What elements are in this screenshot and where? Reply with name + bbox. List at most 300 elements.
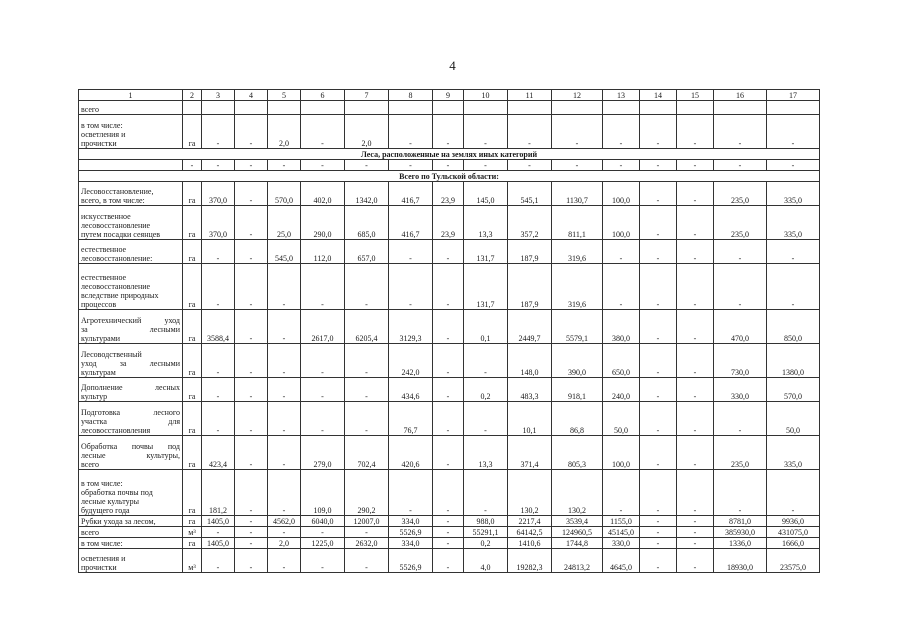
value-cell: 402,0 [301, 182, 345, 206]
value-cell: 124960,5 [552, 527, 603, 538]
value-cell: 131,7 [464, 264, 508, 310]
unit-cell: га [183, 115, 202, 149]
value-cell: - [640, 470, 677, 516]
value-cell: 13,3 [464, 206, 508, 240]
value-cell: - [433, 160, 464, 171]
section-title: Леса, расположенные на землях иных категорий [79, 149, 820, 160]
value-cell: - [433, 549, 464, 573]
table-row [79, 436, 820, 470]
value-cell: 385930,0 [714, 527, 767, 538]
value-cell: 335,0 [767, 436, 820, 470]
value-cell: - [433, 402, 464, 436]
value-cell: - [202, 160, 235, 171]
value-cell: 290,0 [301, 206, 345, 240]
column-number: 13 [603, 90, 640, 101]
value-cell: - [508, 115, 552, 149]
value-cell: - [433, 436, 464, 470]
value-cell: - [235, 264, 268, 310]
value-cell [389, 101, 433, 115]
value-cell: 100,0 [603, 182, 640, 206]
value-cell: - [433, 538, 464, 549]
value-cell: - [433, 264, 464, 310]
value-cell: 86,8 [552, 402, 603, 436]
value-cell: - [603, 160, 640, 171]
value-cell: - [268, 402, 301, 436]
value-cell: - [202, 402, 235, 436]
value-cell [268, 101, 301, 115]
row-label-line: всего [81, 460, 100, 469]
value-cell [433, 101, 464, 115]
row-label-line: лесные культуры, [81, 451, 180, 460]
value-cell: 805,3 [552, 436, 603, 470]
row-label-line: участка для [81, 417, 180, 426]
value-cell: - [202, 527, 235, 538]
value-cell: - [677, 470, 714, 516]
value-cell: - [767, 264, 820, 310]
value-cell: - [677, 160, 714, 171]
value-cell: 4645,0 [603, 549, 640, 573]
value-cell: 1130,7 [552, 182, 603, 206]
unit-cell: га [183, 206, 202, 240]
row-label [79, 240, 183, 264]
value-cell: 319,6 [552, 240, 603, 264]
value-cell: 0,1 [464, 310, 508, 344]
value-cell: 420,6 [389, 436, 433, 470]
value-cell: - [508, 160, 552, 171]
value-cell [767, 101, 820, 115]
row-label-line: в том числе: [81, 479, 123, 488]
value-cell: 12007,0 [345, 516, 389, 527]
row-label [79, 101, 183, 115]
value-cell: 657,0 [345, 240, 389, 264]
value-cell: 319,6 [552, 264, 603, 310]
value-cell: 335,0 [767, 206, 820, 240]
value-cell: 988,0 [464, 516, 508, 527]
value-cell: - [389, 240, 433, 264]
value-cell: 370,0 [202, 182, 235, 206]
value-cell: - [202, 115, 235, 149]
value-cell: 416,7 [389, 182, 433, 206]
value-cell: 434,6 [389, 378, 433, 402]
value-cell: 416,7 [389, 206, 433, 240]
value-cell: 570,0 [767, 378, 820, 402]
value-cell: - [202, 240, 235, 264]
value-cell: 23,9 [433, 206, 464, 240]
value-cell: 470,0 [714, 310, 767, 344]
row-label [79, 182, 183, 206]
table-row [79, 516, 820, 527]
row-label-line: будущего года [81, 506, 130, 515]
value-cell: - [677, 344, 714, 378]
value-cell: - [389, 264, 433, 310]
column-number: 14 [640, 90, 677, 101]
row-label-line: естественное [81, 245, 127, 254]
value-cell: - [268, 160, 301, 171]
value-cell: 235,0 [714, 206, 767, 240]
value-cell: 6205,4 [345, 310, 389, 344]
row-label-line: Лесовосстановление, [81, 187, 154, 196]
value-cell: - [603, 470, 640, 516]
row-label-line: Лесоводственный [81, 350, 142, 359]
row-label-line: культур [81, 392, 108, 401]
value-cell: - [714, 264, 767, 310]
row-label [79, 115, 183, 149]
row-label-line: осветления и [81, 130, 126, 139]
value-cell: - [268, 527, 301, 538]
unit-cell: га [183, 182, 202, 206]
value-cell: - [235, 527, 268, 538]
value-cell: - [767, 160, 820, 171]
row-label-line: обработка почвы под [81, 488, 153, 497]
value-cell: - [677, 182, 714, 206]
value-cell: - [640, 549, 677, 573]
value-cell [235, 101, 268, 115]
value-cell: - [301, 402, 345, 436]
value-cell: - [235, 115, 268, 149]
value-cell: - [677, 436, 714, 470]
value-cell: 130,2 [508, 470, 552, 516]
value-cell: - [345, 344, 389, 378]
value-cell: 19282,3 [508, 549, 552, 573]
value-cell: - [268, 264, 301, 310]
value-cell: 6040,0 [301, 516, 345, 527]
value-cell: - [301, 378, 345, 402]
value-cell: - [640, 516, 677, 527]
row-label [79, 206, 183, 240]
row-label-line: культурами [81, 334, 121, 343]
column-number: 10 [464, 90, 508, 101]
value-cell: - [268, 470, 301, 516]
row-label-line: в том числе: [81, 121, 123, 130]
value-cell: - [235, 402, 268, 436]
unit-cell: га [183, 310, 202, 344]
value-cell: - [677, 115, 714, 149]
value-cell [301, 101, 345, 115]
row-label [79, 160, 183, 171]
value-cell: - [433, 240, 464, 264]
value-cell: 570,0 [268, 182, 301, 206]
value-cell: 811,1 [552, 206, 603, 240]
value-cell: 431075,0 [767, 527, 820, 538]
value-cell: - [677, 538, 714, 549]
row-label-line: лесовосстановление [81, 282, 151, 291]
value-cell [677, 101, 714, 115]
value-cell: - [433, 516, 464, 527]
value-cell: - [301, 549, 345, 573]
value-cell: - [603, 115, 640, 149]
value-cell: 55291,1 [464, 527, 508, 538]
unit-cell: м³ [183, 549, 202, 573]
row-label [79, 378, 183, 402]
value-cell: - [714, 240, 767, 264]
value-cell: 2,0 [268, 115, 301, 149]
value-cell: 702,4 [345, 436, 389, 470]
value-cell: - [345, 378, 389, 402]
value-cell: - [677, 240, 714, 264]
value-cell: 5526,9 [389, 549, 433, 573]
value-cell: - [677, 549, 714, 573]
value-cell: 13,3 [464, 436, 508, 470]
row-label [79, 264, 183, 310]
row-label-line: всего, в том числе: [81, 196, 145, 205]
value-cell: - [202, 264, 235, 310]
table-row [79, 527, 820, 538]
value-cell: 1380,0 [767, 344, 820, 378]
value-cell: 730,0 [714, 344, 767, 378]
row-label-line: естественное [81, 273, 127, 282]
value-cell: 100,0 [603, 436, 640, 470]
table-row [79, 402, 820, 436]
value-cell: 240,0 [603, 378, 640, 402]
value-cell: 100,0 [603, 206, 640, 240]
value-cell: - [640, 160, 677, 171]
unit-cell: га [183, 264, 202, 310]
value-cell: 334,0 [389, 538, 433, 549]
column-number: 12 [552, 90, 603, 101]
value-cell: - [433, 378, 464, 402]
row-label-line: вследствие природных [81, 291, 159, 300]
table-row [79, 182, 820, 206]
value-cell: - [202, 549, 235, 573]
value-cell: 335,0 [767, 182, 820, 206]
value-cell: - [603, 240, 640, 264]
unit-cell: м³ [183, 527, 202, 538]
row-label-line: осветления и [81, 554, 126, 563]
table-row [79, 206, 820, 240]
row-label [79, 527, 183, 538]
column-number: 16 [714, 90, 767, 101]
value-cell: - [235, 160, 268, 171]
value-cell: - [714, 402, 767, 436]
value-cell: - [640, 436, 677, 470]
value-cell: - [268, 436, 301, 470]
value-cell: 357,2 [508, 206, 552, 240]
value-cell: - [677, 206, 714, 240]
row-label [79, 470, 183, 516]
value-cell: - [345, 402, 389, 436]
value-cell: 187,9 [508, 240, 552, 264]
value-cell: 3129,3 [389, 310, 433, 344]
value-cell: 2,0 [345, 115, 389, 149]
value-cell: - [552, 115, 603, 149]
table-row [79, 101, 820, 115]
value-cell: 235,0 [714, 436, 767, 470]
row-label-line: Дополнение лесных [81, 383, 180, 392]
column-number: 8 [389, 90, 433, 101]
value-cell: - [345, 527, 389, 538]
row-label-line: культурам [81, 368, 116, 377]
row-label [79, 436, 183, 470]
value-cell: - [235, 538, 268, 549]
column-number: 11 [508, 90, 552, 101]
value-cell: 25,0 [268, 206, 301, 240]
table-row [79, 264, 820, 310]
value-cell: - [301, 160, 345, 171]
value-cell: 380,0 [603, 310, 640, 344]
value-cell: 1410,6 [508, 538, 552, 549]
value-cell: - [235, 206, 268, 240]
value-cell: - [235, 310, 268, 344]
value-cell: 1155,0 [603, 516, 640, 527]
value-cell [603, 101, 640, 115]
value-cell: 483,3 [508, 378, 552, 402]
value-cell: - [640, 240, 677, 264]
value-cell: - [640, 182, 677, 206]
value-cell: 2449,7 [508, 310, 552, 344]
column-number: 9 [433, 90, 464, 101]
value-cell: - [345, 549, 389, 573]
value-cell: - [464, 470, 508, 516]
value-cell: 18930,0 [714, 549, 767, 573]
unit-cell: - [183, 160, 202, 171]
value-cell: - [767, 115, 820, 149]
value-cell: - [433, 115, 464, 149]
row-label-line: в том числе: [81, 539, 123, 548]
unit-cell: га [183, 402, 202, 436]
value-cell: - [640, 402, 677, 436]
value-cell: - [268, 310, 301, 344]
row-label [79, 402, 183, 436]
value-cell: 370,0 [202, 206, 235, 240]
value-cell: - [464, 115, 508, 149]
row-label-line: Агротехнический уход [81, 316, 180, 325]
value-cell: - [677, 310, 714, 344]
value-cell: 130,2 [552, 470, 603, 516]
value-cell: 187,9 [508, 264, 552, 310]
value-cell: 2,0 [268, 538, 301, 549]
value-cell [464, 101, 508, 115]
column-number: 3 [202, 90, 235, 101]
value-cell: 181,2 [202, 470, 235, 516]
row-label-line: уход за лесными [81, 359, 180, 368]
value-cell: - [433, 527, 464, 538]
value-cell: 290,2 [345, 470, 389, 516]
value-cell: - [235, 182, 268, 206]
value-cell: 4,0 [464, 549, 508, 573]
value-cell: - [301, 115, 345, 149]
row-label-line: прочистки [81, 139, 117, 148]
value-cell: 131,7 [464, 240, 508, 264]
unit-cell: га [183, 344, 202, 378]
value-cell: - [552, 160, 603, 171]
row-label-line: прочистки [81, 563, 117, 572]
value-cell: 390,0 [552, 344, 603, 378]
section-title: Всего по Тульской области: [79, 171, 820, 182]
value-cell: 2217,4 [508, 516, 552, 527]
value-cell: 1744,8 [552, 538, 603, 549]
value-cell: 1336,0 [714, 538, 767, 549]
value-cell: - [235, 378, 268, 402]
value-cell: 1666,0 [767, 538, 820, 549]
table-row [79, 378, 820, 402]
unit-cell: га [183, 436, 202, 470]
value-cell: 10,1 [508, 402, 552, 436]
value-cell: - [202, 344, 235, 378]
value-cell: 1225,0 [301, 538, 345, 549]
value-cell: - [714, 115, 767, 149]
value-cell: 1405,0 [202, 538, 235, 549]
value-cell [508, 101, 552, 115]
table-row [79, 549, 820, 573]
value-cell: - [433, 470, 464, 516]
column-number: 7 [345, 90, 389, 101]
value-cell: - [677, 378, 714, 402]
unit-cell: га [183, 538, 202, 549]
value-cell: - [767, 240, 820, 264]
value-cell [552, 101, 603, 115]
section-row [79, 149, 820, 160]
row-label-line: процессов [81, 300, 117, 309]
value-cell [345, 101, 389, 115]
value-cell: - [389, 115, 433, 149]
value-cell: - [235, 549, 268, 573]
value-cell: - [603, 264, 640, 310]
value-cell: - [268, 344, 301, 378]
value-cell: 50,0 [767, 402, 820, 436]
value-cell: - [640, 115, 677, 149]
value-cell: - [345, 264, 389, 310]
value-cell: - [714, 470, 767, 516]
table-header-row [79, 90, 820, 101]
value-cell: - [640, 378, 677, 402]
table-row [79, 538, 820, 549]
value-cell: 24813,2 [552, 549, 603, 573]
value-cell: - [433, 344, 464, 378]
column-number: 17 [767, 90, 820, 101]
value-cell: - [464, 160, 508, 171]
value-cell: - [677, 516, 714, 527]
table-row [79, 344, 820, 378]
unit-cell [183, 101, 202, 115]
value-cell: 334,0 [389, 516, 433, 527]
value-cell [202, 101, 235, 115]
value-cell: - [389, 160, 433, 171]
value-cell: 279,0 [301, 436, 345, 470]
value-cell: 0,2 [464, 538, 508, 549]
value-cell: - [433, 310, 464, 344]
column-number: 15 [677, 90, 714, 101]
value-cell: - [235, 436, 268, 470]
value-cell: - [640, 344, 677, 378]
value-cell: - [464, 344, 508, 378]
value-cell: - [640, 264, 677, 310]
value-cell: 2617,0 [301, 310, 345, 344]
value-cell: 545,0 [268, 240, 301, 264]
row-label-line: всего [81, 105, 100, 114]
value-cell: - [767, 470, 820, 516]
value-cell: - [301, 527, 345, 538]
value-cell: - [268, 378, 301, 402]
page-number: 4 [449, 58, 456, 73]
value-cell: 76,7 [389, 402, 433, 436]
value-cell: 242,0 [389, 344, 433, 378]
row-label [79, 549, 183, 573]
table-row [79, 310, 820, 344]
value-cell: - [345, 160, 389, 171]
value-cell: - [268, 549, 301, 573]
row-label [79, 310, 183, 344]
value-cell: 23,9 [433, 182, 464, 206]
value-cell: 2632,0 [345, 538, 389, 549]
section-row [79, 171, 820, 182]
value-cell: 4562,0 [268, 516, 301, 527]
row-label-line: искусственное [81, 212, 131, 221]
row-label [79, 344, 183, 378]
value-cell: 423,4 [202, 436, 235, 470]
unit-cell: га [183, 470, 202, 516]
row-label-line: Обработка почвы под [81, 442, 180, 451]
forestry-table [78, 89, 820, 573]
